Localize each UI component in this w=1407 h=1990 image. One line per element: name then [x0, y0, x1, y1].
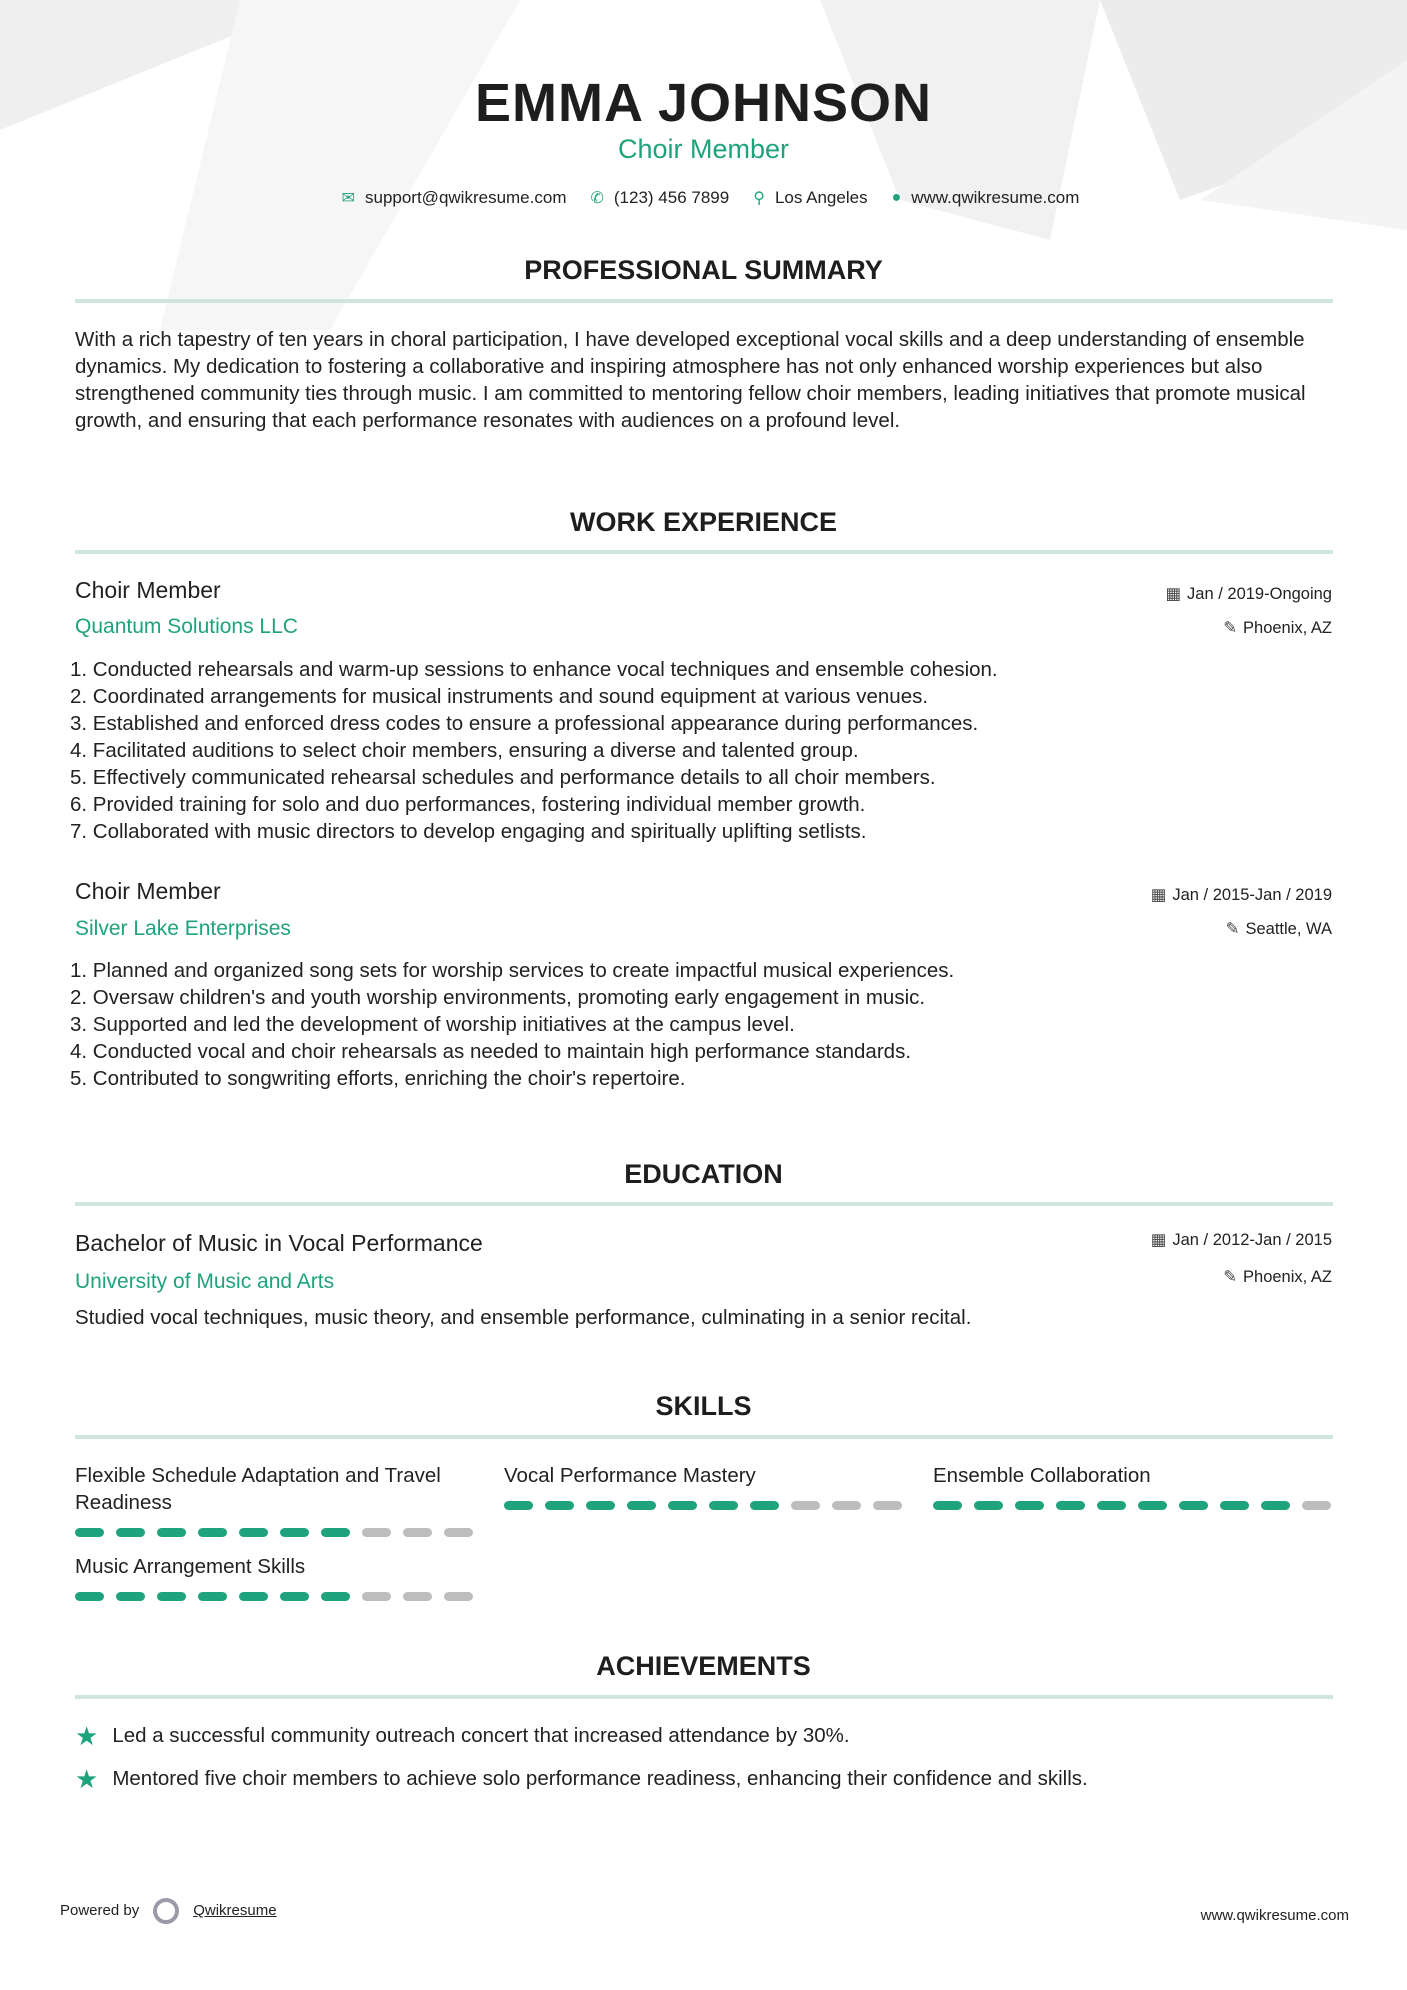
footer-website-link[interactable]: www.qwikresume.com: [1200, 1907, 1349, 1924]
qwikresume-logo-icon: [153, 1898, 179, 1924]
rating-dot-empty: [832, 1501, 861, 1510]
bullet: 3. Supported and led the development of worship initiatives at the campus level.: [70, 1013, 795, 1036]
job-location-text: Phoenix, AZ: [1243, 619, 1332, 637]
section-divider: [75, 550, 1333, 554]
powered-by-label: Powered by: [60, 1901, 140, 1919]
section-heading-education: EDUCATION: [624, 1159, 783, 1189]
job-dates: [1165, 584, 1332, 604]
rating-dot-filled: [1138, 1501, 1167, 1510]
bullet: 5. Contributed to songwriting efforts, enriching the choir's repertoire.: [70, 1067, 686, 1090]
education-description: Studied vocal techniques, music theory, and ensemble performance, culminating in a senior recital.: [75, 1306, 972, 1329]
rating-dot-empty: [403, 1528, 432, 1537]
contact-bar: [0, 188, 1407, 208]
globe-icon: ●: [891, 189, 902, 206]
pin-icon: ✎: [1223, 1268, 1238, 1286]
skill-name: Vocal Performance Mastery: [504, 1464, 756, 1487]
phone-text: (123) 456 7899: [613, 188, 730, 207]
achievement-text: Led a successful community outreach concert that increased attendance by 30%.: [112, 1724, 850, 1747]
rating-dot-filled: [157, 1528, 186, 1537]
rating-dot-filled: [280, 1528, 309, 1537]
skill-rating: [75, 1528, 475, 1537]
job-dates-text: Jan / 2015-Jan / 2019: [1172, 886, 1332, 904]
achievement-item: [75, 1764, 1088, 1794]
rating-dot-filled: [545, 1501, 574, 1510]
bullet: 1. Planned and organized song sets for worship services to create impactful musical experiences.: [70, 959, 955, 982]
skill-item: [75, 1553, 475, 1601]
rating-dot-filled: [974, 1501, 1003, 1510]
skill-item: [504, 1462, 904, 1510]
powered-by: [60, 1898, 277, 1924]
rating-dot-empty: [791, 1501, 820, 1510]
skill-item: [75, 1462, 475, 1537]
job-location: [1223, 618, 1332, 638]
star-icon: ★: [75, 1721, 99, 1751]
rating-dot-filled: [1097, 1501, 1126, 1510]
rating-dot-empty: [362, 1592, 391, 1601]
job-location-text: Seattle, WA: [1245, 920, 1332, 938]
skill-name: Ensemble Collaboration: [933, 1464, 1151, 1487]
job-location: [1226, 919, 1332, 939]
calendar-icon: ▦: [1150, 886, 1167, 904]
achievement-text: Mentored five choir members to achieve solo performance readiness, enhancing their confidence and skills.: [112, 1767, 1088, 1790]
rating-dot-filled: [933, 1501, 962, 1510]
calendar-icon: ▦: [1150, 1231, 1167, 1249]
job-title: Choir Member: [75, 577, 221, 603]
rating-dot-empty: [1302, 1501, 1331, 1510]
email-link[interactable]: support@qwikresume.com: [364, 188, 567, 207]
skill-rating: [75, 1592, 475, 1601]
star-icon: ★: [75, 1764, 99, 1794]
section-heading-achievements: ACHIEVEMENTS: [596, 1651, 811, 1681]
section-divider: [75, 1695, 1333, 1699]
rating-dot-filled: [627, 1501, 656, 1510]
rating-dot-filled: [1015, 1501, 1044, 1510]
bullet: 7. Collaborated with music directors to develop engaging and spiritually uplifting setlists.: [70, 820, 867, 843]
section-heading-skills: SKILLS: [655, 1391, 752, 1421]
bullet: 2. Oversaw children's and youth worship environments, promoting early engagement in music.: [70, 986, 926, 1009]
pin-icon: ✎: [1223, 619, 1238, 637]
job-bullets: [70, 957, 1340, 1092]
rating-dot-filled: [280, 1592, 309, 1601]
job-dates-text: Jan / 2019-Ongoing: [1187, 585, 1332, 603]
rating-dot-filled: [1261, 1501, 1290, 1510]
job-dates: [1151, 885, 1332, 905]
rating-dot-filled: [116, 1528, 145, 1537]
rating-dot-empty: [444, 1592, 473, 1601]
bullet: 6. Provided training for solo and duo performances, fostering individual member growth.: [70, 793, 866, 816]
rating-dot-filled: [157, 1592, 186, 1601]
school-name: University of Music and Arts: [75, 1270, 335, 1293]
rating-dot-filled: [239, 1528, 268, 1537]
bullet: 1. Conducted rehearsals and warm-up sessions to enhance vocal techniques and ensemble cohesion.: [70, 658, 998, 681]
degree-title: Bachelor of Music in Vocal Performance: [75, 1230, 483, 1256]
brand-link[interactable]: Qwikresume: [193, 1901, 277, 1919]
location-text: Los Angeles: [774, 188, 868, 207]
bullet: 2. Coordinated arrangements for musical instruments and sound equipment at various venues.: [70, 685, 929, 708]
envelope-icon: ✉: [341, 190, 355, 207]
rating-dot-filled: [321, 1592, 350, 1601]
company-name: Silver Lake Enterprises: [75, 917, 291, 940]
rating-dot-filled: [239, 1592, 268, 1601]
rating-dot-filled: [586, 1501, 615, 1510]
job-bullets: [70, 656, 1340, 845]
candidate-role: Choir Member: [617, 134, 790, 164]
rating-dot-filled: [750, 1501, 779, 1510]
company-name: Quantum Solutions LLC: [75, 615, 298, 638]
rating-dot-empty: [444, 1528, 473, 1537]
job-title: Choir Member: [75, 878, 221, 904]
summary-text: With a rich tapestry of ten years in choral participation, I have developed exceptional vocal skills and a deep understanding of ensemble dynamics. My dedication to fostering a collaborative and inspiring atmosphere has not only enhanced worship experiences but also strengthened community ties through music. I am committed to mentoring fellow choir members, leading initiatives that promote musical growth, and ensuring that each performance resonates with audiences on a profound level.: [75, 328, 1306, 432]
map-pin-icon: ⚲: [753, 190, 765, 207]
rating-dot-filled: [1179, 1501, 1208, 1510]
skill-rating: [933, 1501, 1333, 1510]
education-location-text: Phoenix, AZ: [1243, 1268, 1332, 1286]
education-location: [1223, 1267, 1332, 1287]
education-dates-text: Jan / 2012-Jan / 2015: [1172, 1231, 1332, 1249]
phone-icon: ✆: [590, 190, 604, 207]
rating-dot-filled: [1056, 1501, 1085, 1510]
website-link[interactable]: www.qwikresume.com: [911, 188, 1080, 207]
achievement-item: [75, 1721, 850, 1751]
education-dates: [1151, 1230, 1332, 1250]
rating-dot-filled: [1220, 1501, 1249, 1510]
bullet: 3. Established and enforced dress codes to ensure a professional appearance during performances.: [70, 712, 979, 735]
rating-dot-empty: [362, 1528, 391, 1537]
bullet: 4. Conducted vocal and choir rehearsals as needed to maintain high performance standards.: [70, 1040, 912, 1063]
bullet: 4. Facilitated auditions to select choir members, ensuring a diverse and talented group.: [70, 739, 859, 762]
rating-dot-filled: [321, 1528, 350, 1537]
rating-dot-filled: [75, 1528, 104, 1537]
skill-name: Flexible Schedule Adaptation and Travel Readiness: [75, 1464, 441, 1514]
section-divider: [75, 1435, 1333, 1439]
section-heading-summary: PROFESSIONAL SUMMARY: [524, 255, 883, 285]
rating-dot-filled: [198, 1592, 227, 1601]
rating-dot-filled: [668, 1501, 697, 1510]
bullet: 5. Effectively communicated rehearsal schedules and performance details to all choir members.: [70, 766, 936, 789]
rating-dot-filled: [116, 1592, 145, 1601]
section-divider: [75, 1202, 1333, 1206]
candidate-name: EMMA JOHNSON: [474, 73, 933, 133]
rating-dot-empty: [873, 1501, 902, 1510]
skill-item: [933, 1462, 1333, 1510]
rating-dot-filled: [504, 1501, 533, 1510]
rating-dot-empty: [403, 1592, 432, 1601]
skill-rating: [504, 1501, 904, 1510]
rating-dot-filled: [709, 1501, 738, 1510]
skill-name: Music Arrangement Skills: [75, 1555, 306, 1578]
rating-dot-filled: [198, 1528, 227, 1537]
pin-icon: ✎: [1225, 920, 1240, 938]
calendar-icon: ▦: [1165, 585, 1182, 603]
section-heading-experience: WORK EXPERIENCE: [569, 507, 838, 537]
section-divider: [75, 299, 1333, 303]
rating-dot-filled: [75, 1592, 104, 1601]
